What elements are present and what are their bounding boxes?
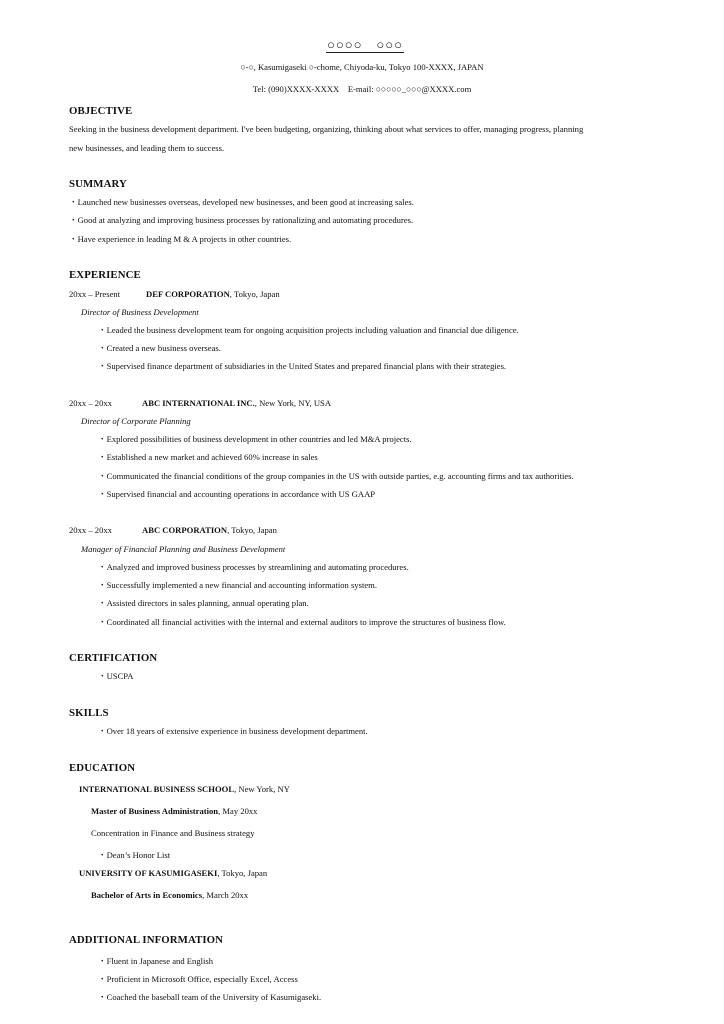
job-company: ABC INTERNATIONAL INC. bbox=[142, 398, 255, 408]
job-dates: 20xx – 20xx bbox=[69, 525, 112, 535]
school-name: INTERNATIONAL BUSINESS SCHOOL bbox=[79, 784, 235, 794]
contact-line: Tel: (090)XXXX-XXXX E-mail: ○○○○○_○○○@XXXX.com bbox=[252, 84, 472, 94]
experience-heading: EXPERIENCE bbox=[69, 269, 141, 281]
resume-name: ○○○○ ○○○ bbox=[327, 37, 403, 52]
job-bullet: ・Communicated the financial conditions of the group companies in the US with outside parties, e.g. accounting firms and tax authorities. bbox=[98, 471, 574, 481]
summary-item: ・Launched new businesses overseas, developed new businesses, and been good at increasing sales. bbox=[69, 197, 414, 207]
job-bullet: ・Leaded the business development team for ongoing acquisition projects including valuation and financial due diligence. bbox=[98, 325, 519, 335]
job-bullet: ・Explored possibilities of business development in other countries and led M&A projects. bbox=[98, 434, 412, 444]
summary-item: ・Good at analyzing and improving business processes by rationalizing and automating procedures. bbox=[69, 215, 414, 225]
school-line bbox=[79, 869, 267, 878]
job-dates: 20xx – Present bbox=[69, 289, 121, 299]
additional-item: ・Fluent in Japanese and English bbox=[98, 956, 214, 966]
job-title: Manager of Financial Planning and Business Development bbox=[81, 544, 286, 554]
job-location: , Tokyo, Japan bbox=[229, 289, 280, 299]
school-location: , New York, NY bbox=[234, 784, 290, 794]
job-dates: 20xx – 20xx bbox=[69, 398, 112, 408]
certification-item: ・USCPA bbox=[98, 671, 134, 681]
job-bullet: ・Supervised finance department of subsidiaries in the United States and prepared financial plans with their strategies. bbox=[98, 361, 507, 371]
job-bullet: ・Successfully implemented a new financial and accounting information system. bbox=[98, 580, 377, 590]
job-company-line bbox=[146, 290, 280, 299]
objective-line-1: Seeking in the business development department. I've been budgeting, organizing, thinking about what services to offer, managing progress, planning bbox=[69, 124, 584, 134]
job-company-line bbox=[142, 399, 331, 408]
degree-name: Bachelor of Arts in Economics bbox=[91, 890, 203, 900]
concentration: Concentration in Finance and Business strategy bbox=[91, 828, 255, 838]
objective-heading: OBJECTIVE bbox=[69, 105, 133, 117]
degree-line bbox=[91, 891, 248, 900]
job-location: , Tokyo, Japan bbox=[227, 525, 277, 535]
additional-heading: ADDITIONAL INFORMATION bbox=[69, 934, 224, 946]
summary-heading: SUMMARY bbox=[69, 178, 127, 190]
school-line bbox=[79, 785, 290, 794]
job-bullet: ・Coordinated all financial activities with the internal and external auditors to improve the structures of business flow. bbox=[98, 617, 506, 627]
job-bullet: ・Assisted directors in sales planning, annual operating plan. bbox=[98, 598, 309, 608]
education-heading: EDUCATION bbox=[69, 762, 136, 774]
job-bullet: ・Analyzed and improved business processes by streamlining and automating procedures. bbox=[98, 562, 409, 572]
school-name: UNIVERSITY OF KASUMIGASEKI bbox=[79, 868, 218, 878]
honor-item: ・Dean’s Honor List bbox=[98, 850, 171, 860]
skills-heading: SKILLS bbox=[69, 707, 109, 719]
job-location: , New York, NY, USA bbox=[254, 398, 332, 408]
skills-item: ・Over 18 years of extensive experience in business development department. bbox=[98, 726, 368, 736]
degree-date: , May 20xx bbox=[218, 806, 258, 816]
certification-heading: CERTIFICATION bbox=[69, 652, 158, 664]
school-location: , Tokyo, Japan bbox=[217, 868, 268, 878]
job-company: DEF CORPORATION bbox=[146, 289, 230, 299]
job-company: ABC CORPORATION bbox=[142, 525, 228, 535]
address-line: ○-○, Kasumigaseki ○-chome, Chiyoda-ku, Tokyo 100-XXXX, JAPAN bbox=[240, 62, 484, 72]
job-bullet: ・Established a new market and achieved 60% increase in sales bbox=[98, 452, 318, 462]
job-title: Director of Business Development bbox=[81, 307, 199, 317]
job-company-line bbox=[142, 526, 277, 535]
additional-item: ・Proficient in Microsoft Office, especially Excel, Access bbox=[98, 974, 298, 984]
degree-date: , March 20xx bbox=[202, 890, 249, 900]
degree-name: Master of Business Administration bbox=[91, 806, 219, 816]
degree-line bbox=[91, 807, 257, 816]
job-title: Director of Corporate Planning bbox=[81, 416, 191, 426]
objective-line-2: new businesses, and leading them to success. bbox=[69, 143, 225, 153]
job-bullet: ・Created a new business overseas. bbox=[98, 343, 221, 353]
summary-item: ・Have experience in leading M & A projects in other countries. bbox=[69, 234, 292, 244]
additional-item: ・Coached the baseball team of the University of Kasumigaseki. bbox=[98, 992, 322, 1002]
job-bullet: ・Supervised financial and accounting operations in accordance with US GAAP bbox=[98, 489, 376, 499]
